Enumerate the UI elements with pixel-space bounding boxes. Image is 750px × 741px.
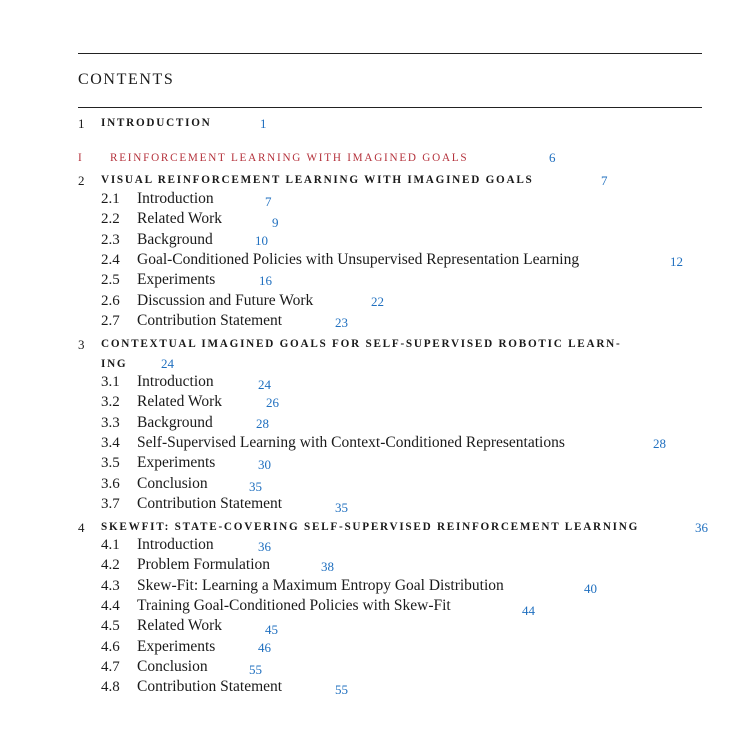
section-title: Contribution Statement <box>137 312 283 329</box>
page-number[interactable]: 16 <box>259 273 272 288</box>
page-number[interactable]: 35 <box>335 500 348 515</box>
page-number[interactable]: 12 <box>670 254 683 269</box>
section-number: 2.3 <box>101 232 120 248</box>
part-number: I <box>78 152 84 164</box>
section-number: 4.7 <box>101 659 120 675</box>
chapter-title: INTRODUCTION <box>101 117 212 129</box>
section-title: Experiments <box>137 638 216 655</box>
page-number[interactable]: 46 <box>258 640 271 655</box>
section-title: Background <box>137 414 213 431</box>
page-number[interactable]: 35 <box>249 479 262 494</box>
page-number[interactable]: 10 <box>255 233 268 248</box>
chapter-title-line-1: CONTEXTUAL IMAGINED GOALS FOR SELF-SUPERVISED ROBOTIC LEARN- <box>101 338 622 350</box>
section-title: Experiments <box>137 271 216 288</box>
page-number[interactable]: 55 <box>249 662 262 677</box>
section-number: 3.6 <box>101 476 120 492</box>
page-number[interactable]: 44 <box>522 603 535 618</box>
section-title: Skew-Fit: Learning a Maximum Entropy Goal Distribution <box>137 577 504 594</box>
section-number: 3.5 <box>101 455 120 471</box>
chapter-number: 2 <box>78 173 85 188</box>
chapter-number: 1 <box>78 116 85 131</box>
page-number[interactable]: 28 <box>653 436 666 451</box>
section-title: Related Work <box>137 617 222 634</box>
page-number[interactable]: 22 <box>371 294 384 309</box>
section-title: Conclusion <box>137 658 208 675</box>
section-title: Introduction <box>137 190 214 207</box>
page-number[interactable]: 30 <box>258 457 271 472</box>
section-title: Experiments <box>137 454 216 471</box>
section-number: 3.2 <box>101 394 120 410</box>
section-number: 4.8 <box>101 679 120 695</box>
section-title: Training Goal-Conditioned Policies with Skew-Fit <box>137 597 451 614</box>
page-number[interactable]: 24 <box>258 377 271 392</box>
chapter-title: VISUAL REINFORCEMENT LEARNING WITH IMAGINED GOALS <box>101 174 534 186</box>
section-number: 4.5 <box>101 618 120 634</box>
page-number[interactable]: 40 <box>584 581 597 596</box>
page-number[interactable]: 23 <box>335 315 348 330</box>
section-title: Introduction <box>137 536 214 553</box>
page-number[interactable]: 6 <box>549 150 556 165</box>
section-number: 2.7 <box>101 313 120 329</box>
section-number: 4.4 <box>101 598 120 614</box>
part-title: REINFORCEMENT LEARNING WITH IMAGINED GOALS <box>110 152 469 164</box>
section-title: Discussion and Future Work <box>137 292 314 309</box>
section-number: 2.4 <box>101 252 120 268</box>
section-number: 3.3 <box>101 415 120 431</box>
page-number[interactable]: 26 <box>266 395 279 410</box>
section-title: Self-Supervised Learning with Context-Conditioned Representations <box>137 434 565 451</box>
section-number: 2.5 <box>101 272 120 288</box>
section-number: 4.2 <box>101 557 120 573</box>
section-title: Problem Formulation <box>137 556 271 573</box>
chapter-number: 3 <box>78 337 85 352</box>
section-title: Goal-Conditioned Policies with Unsupervised Representation Learning <box>137 251 580 268</box>
page-number[interactable]: 9 <box>272 215 279 230</box>
page-number[interactable]: 24 <box>161 356 174 371</box>
page-number[interactable]: 36 <box>695 520 708 535</box>
chapter-title-line-2: ING <box>101 358 128 370</box>
section-title: Introduction <box>137 373 214 390</box>
section-number: 3.1 <box>101 374 120 390</box>
section-number: 4.6 <box>101 639 120 655</box>
section-title: Background <box>137 231 213 248</box>
page-number[interactable]: 7 <box>601 173 608 188</box>
section-title: Related Work <box>137 210 222 227</box>
chapter-title: SKEWFIT: STATE-COVERING SELF-SUPERVISED REINFORCEMENT LEARNING <box>101 521 640 533</box>
page-number[interactable]: 55 <box>335 682 348 697</box>
section-title: Contribution Statement <box>137 495 283 512</box>
page-number[interactable]: 38 <box>321 559 334 574</box>
top-rule <box>78 53 702 54</box>
section-number: 4.1 <box>101 537 120 553</box>
chapter-number: 4 <box>78 520 85 535</box>
contents-heading: CONTENTS <box>78 71 175 88</box>
section-number: 2.2 <box>101 211 120 227</box>
section-title: Contribution Statement <box>137 678 283 695</box>
page-number[interactable]: 36 <box>258 539 271 554</box>
section-number: 2.1 <box>101 191 120 207</box>
section-number: 2.6 <box>101 293 120 309</box>
page-number[interactable]: 28 <box>256 416 269 431</box>
section-title: Related Work <box>137 393 222 410</box>
section-number: 4.3 <box>101 578 120 594</box>
section-title: Conclusion <box>137 475 208 492</box>
heading-rule <box>78 107 702 108</box>
section-number: 3.4 <box>101 435 120 451</box>
page-number[interactable]: 7 <box>265 194 272 209</box>
section-number: 3.7 <box>101 496 120 512</box>
page-number[interactable]: 1 <box>260 116 267 131</box>
page-number[interactable]: 45 <box>265 622 278 637</box>
